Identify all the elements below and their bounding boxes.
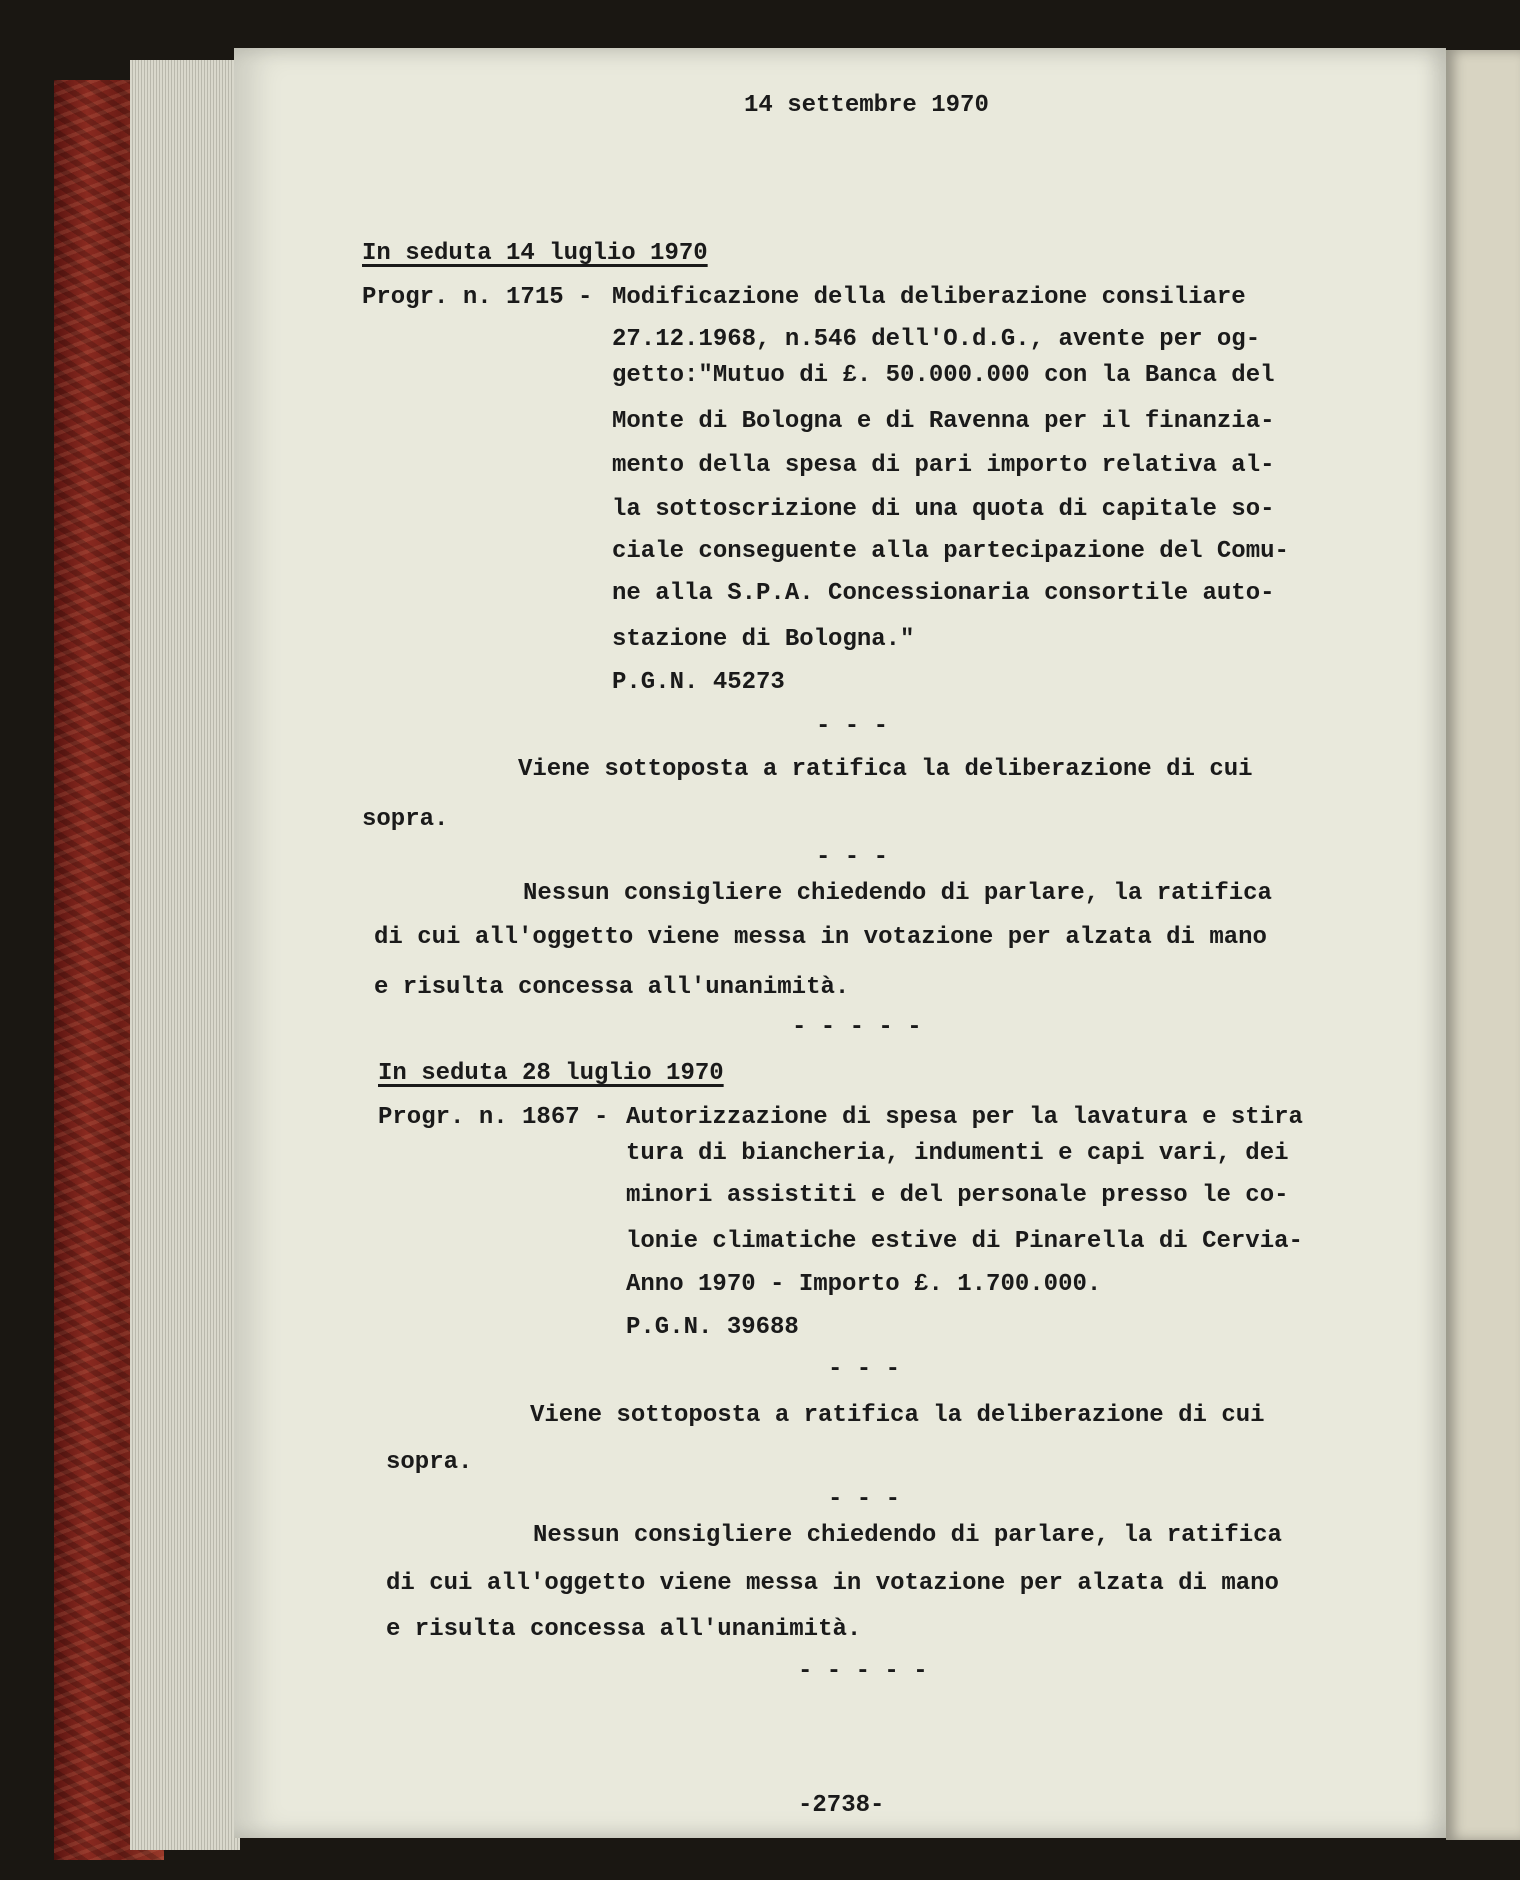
pgn-number: P.G.N. 39688 <box>626 1314 799 1341</box>
progr-number: Progr. n. 1867 - <box>378 1104 609 1131</box>
facing-page-edge <box>1446 50 1520 1840</box>
subject-line: getto:"Mutuo di £. 50.000.000 con la Banca del <box>612 362 1275 389</box>
subject-line: Modificazione della deliberazione consiliare <box>612 284 1246 311</box>
session-heading: In seduta 14 luglio 1970 <box>362 240 708 267</box>
subject-line: stazione di Bologna." <box>612 626 915 653</box>
separator: - - - - - <box>798 1658 928 1685</box>
page-stack <box>130 60 240 1850</box>
ratifica-text: sopra. <box>386 1449 473 1476</box>
subject-line: Anno 1970 - Importo £. 1.700.000. <box>626 1271 1102 1298</box>
page-number: -2738- <box>798 1792 885 1819</box>
subject-line: lonie climatiche estive di Pinarella di Cervia- <box>626 1228 1303 1255</box>
pgn-number: P.G.N. 45273 <box>612 669 785 696</box>
vote-text: di cui all'oggetto viene messa in votazione per alzata di mano <box>386 1570 1279 1597</box>
subject-line: Autorizzazione di spesa per la lavatura e stira <box>626 1104 1303 1131</box>
separator: - - - <box>816 844 889 871</box>
subject-line: minori assistiti e del personale presso le co- <box>626 1182 1289 1209</box>
subject-line: tura di biancheria, indumenti e capi vari, dei <box>626 1140 1289 1167</box>
ratifica-text: Viene sottoposta a ratifica la deliberazione di cui <box>518 756 1253 783</box>
subject-line: Monte di Bologna e di Ravenna per il finanzia- <box>612 408 1275 435</box>
subject-line: ne alla S.P.A. Concessionaria consortile auto- <box>612 580 1275 607</box>
subject-line: la sottoscrizione di una quota di capitale so- <box>612 496 1275 523</box>
subject-line: ciale conseguente alla partecipazione del Comu- <box>612 538 1289 565</box>
separator: - - - - - <box>792 1014 922 1041</box>
session-heading: In seduta 28 luglio 1970 <box>378 1060 724 1087</box>
separator: - - - <box>828 1356 901 1383</box>
ratifica-text: Viene sottoposta a ratifica la deliberazione di cui <box>530 1402 1265 1429</box>
subject-line: mento della spesa di pari importo relativa al- <box>612 452 1275 479</box>
ratifica-text: sopra. <box>362 806 449 833</box>
vote-text: Nessun consigliere chiedendo di parlare, la ratifica <box>523 880 1272 907</box>
separator: - - - <box>816 713 889 740</box>
vote-text: Nessun consigliere chiedendo di parlare, la ratifica <box>533 1522 1282 1549</box>
vote-text: di cui all'oggetto viene messa in votazione per alzata di mano <box>374 924 1267 951</box>
separator: - - - <box>828 1486 901 1513</box>
vote-text: e risulta concessa all'unanimità. <box>374 974 850 1001</box>
page-date: 14 settembre 1970 <box>744 92 989 119</box>
vote-text: e risulta concessa all'unanimità. <box>386 1616 862 1643</box>
progr-number: Progr. n. 1715 - <box>362 284 593 311</box>
subject-line: 27.12.1968, n.546 dell'O.d.G., avente per og- <box>612 326 1261 353</box>
